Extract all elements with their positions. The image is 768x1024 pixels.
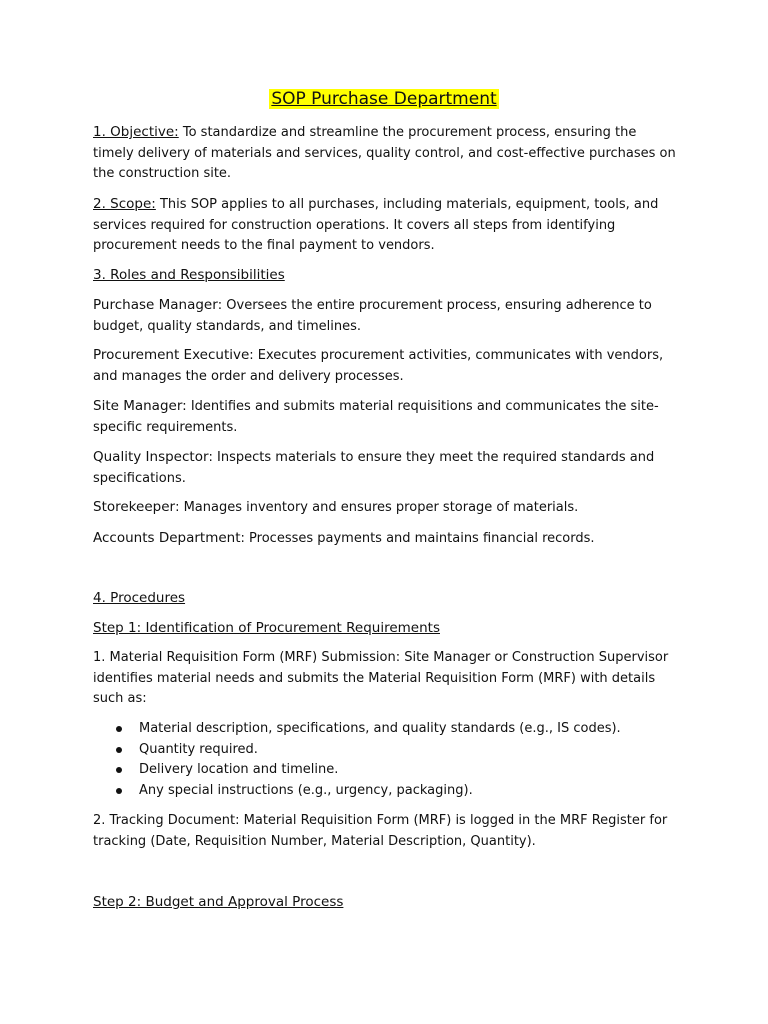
role-text: : Executes procurement activities, communicates with vendors, and manages the order and delivery processes. [93, 348, 664, 384]
role-site-manager [93, 396, 678, 438]
step2-heading: Step 2: Budget and Approval Process [93, 894, 344, 910]
list-item: Delivery location and timeline. [93, 760, 678, 781]
role-text: : Inspects materials to ensure they meet the required standards and specifications. [93, 450, 655, 486]
role-label: Quality Inspector [93, 449, 209, 465]
role-label: Purchase Manager [93, 297, 218, 313]
scope-label: 2. Scope: [93, 196, 156, 212]
step1-paragraph-2: 2. Tracking Document: Material Requisition Form (MRF) is logged in the MRF Register for tracking (Date, Requisition Number, Material Description, Quantity). [93, 813, 668, 849]
role-label: Accounts Department [93, 530, 241, 546]
step1-bullet-list [93, 719, 678, 801]
objective-label: 1. Objective: [93, 124, 179, 140]
role-accounts-department [93, 528, 678, 550]
role-label: Storekeeper [93, 499, 176, 515]
role-purchase-manager [93, 295, 678, 337]
role-text: Identifies and submits material requisitions and communicates the site-specific requirements. [93, 399, 659, 435]
list-item: Quantity required. [93, 740, 678, 761]
role-label: Site Manager: [93, 398, 187, 414]
roles-heading: 3. Roles and Responsibilities [93, 267, 285, 283]
objective-text: To standardize and streamline the procurement process, ensuring the timely delivery of materials and services, quality control, and cost-effective purchases on the construction site. [93, 125, 676, 181]
role-storekeeper [93, 497, 678, 519]
role-text: : Oversees the entire procurement process, ensuring adherence to budget, quality standards, and timelines. [93, 298, 652, 334]
role-text: : Manages inventory and ensures proper storage of materials. [175, 500, 579, 515]
objective-paragraph [93, 122, 678, 185]
role-label: Procurement Executive [93, 347, 250, 363]
step1-heading: Step 1: Identification of Procurement Requirements [93, 620, 440, 636]
role-procurement-executive [93, 345, 678, 387]
scope-text: This SOP applies to all purchases, including materials, equipment, tools, and services required for construction operations. It covers all steps from identifying procurement needs to the final payment to vendors. [93, 197, 659, 253]
procedures-heading: 4. Procedures [93, 590, 186, 606]
list-item: Any special instructions (e.g., urgency, packaging). [93, 781, 678, 802]
scope-paragraph [93, 194, 678, 257]
step1-paragraph-1: 1. Material Requisition Form (MRF) Submission: Site Manager or Construction Supervisor identifies material needs and submits the Material Requisition Form (MRF) with details such as: [93, 650, 669, 706]
document-title [0, 87, 768, 111]
role-text: : Processes payments and maintains financial records. [240, 531, 595, 546]
role-quality-inspector [93, 447, 678, 489]
document-title-text: SOP Purchase Department [271, 89, 497, 109]
list-item: Material description, specifications, and quality standards (e.g., IS codes). [93, 719, 678, 740]
